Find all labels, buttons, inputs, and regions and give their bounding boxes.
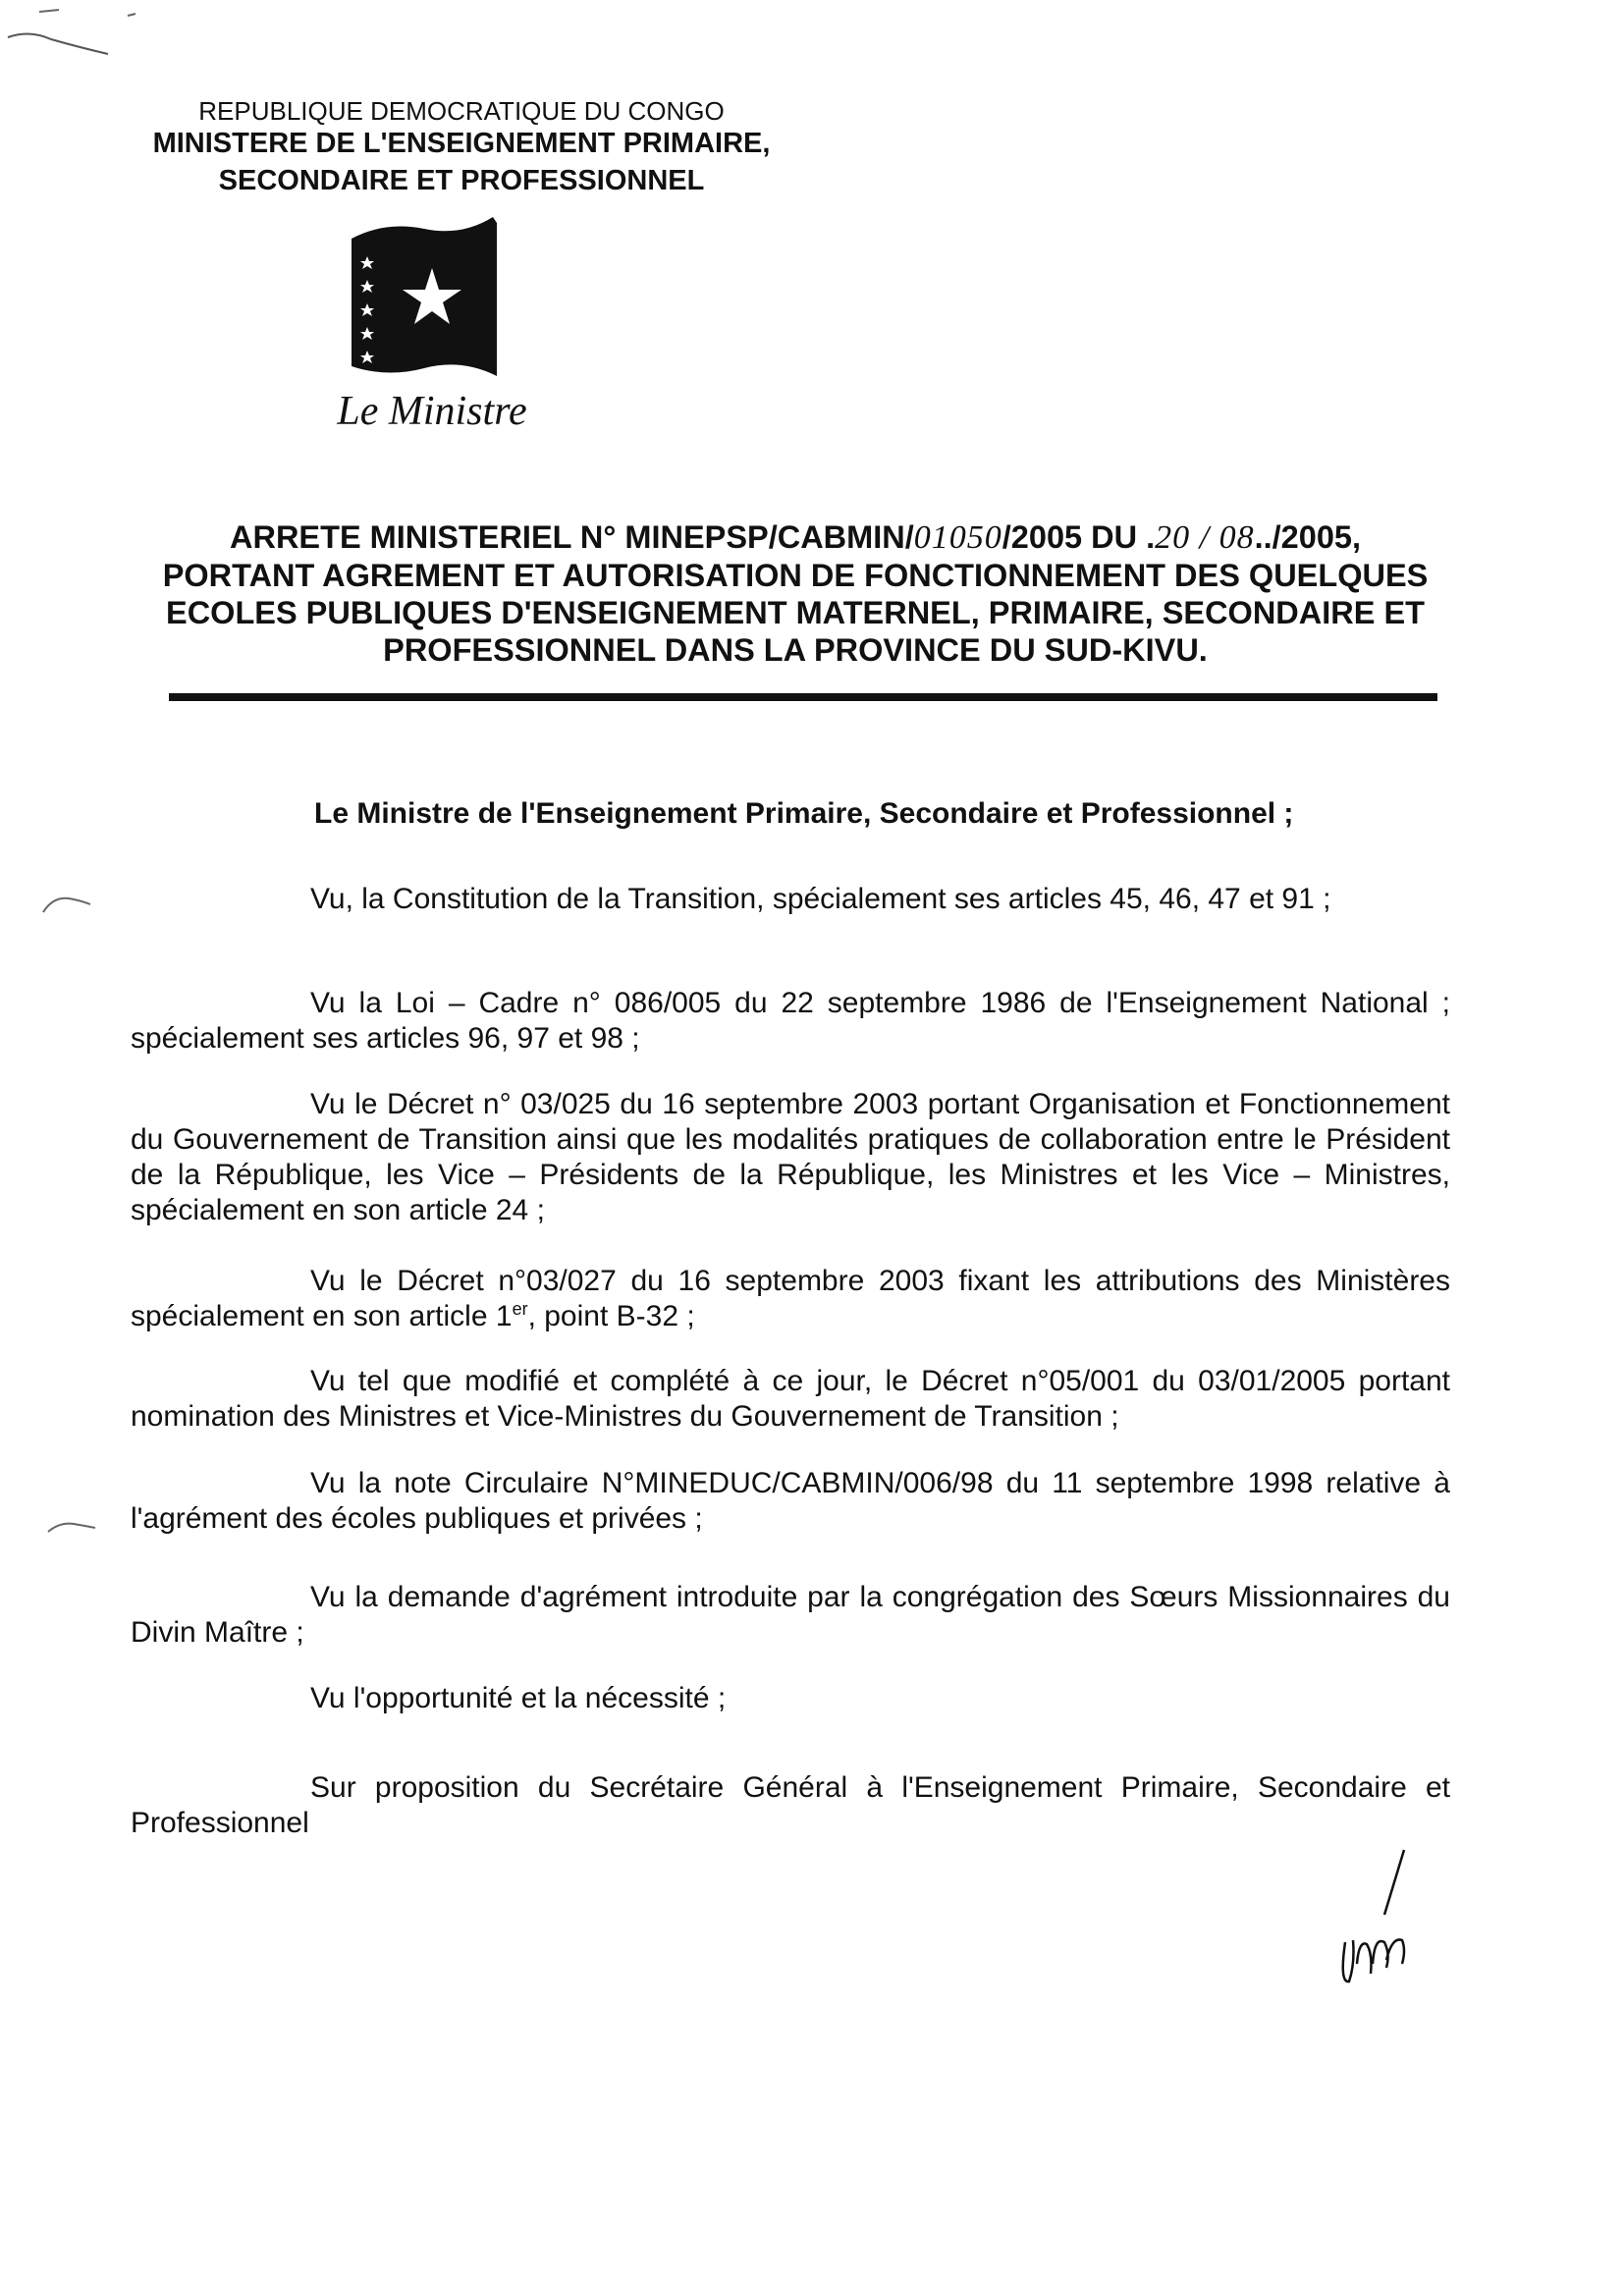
handwritten-initials-signature (1316, 1846, 1424, 1993)
decree-reference-line (157, 518, 1434, 557)
ministry-header-line2: SECONDAIRE ET PROFESSIONNEL (218, 165, 705, 196)
preamble-p4-text: Vu le Décret n°03/027 du 16 septembre 2003 fixant les attributions des Ministères spécialement en son article 1 (131, 1265, 1450, 1332)
preamble-paragraph-6: Vu la note Circulaire N°MINEDUC/CABMIN/006/98 du 11 septembre 1998 relative à l'agrément des écoles publiques et privées ; (131, 1467, 1450, 1535)
decree-subject: PORTANT AGREMENT ET AUTORISATION DE FONCTIONNEMENT DES QUELQUES ECOLES PUBLIQUES D'ENSEIGNEMENT MATERNEL, PRIMAIRE, SECONDAIRE ET PROFESSIONNEL DANS LA PROVINCE DU SUD-KIVU. (162, 558, 1429, 668)
decree-handwritten-date: 20 / 08 (1155, 519, 1255, 556)
decree-ref-prefix: ARRETE MINISTERIEL N° MINEPSP/CABMIN/ (230, 519, 914, 555)
preamble-paragraph-2: Vu la Loi – Cadre n° 086/005 du 22 septembre 1986 de l'Enseignement National ; spécialement ses articles 96, 97 et 98 ; (131, 987, 1450, 1055)
preamble-paragraph-4 (131, 1264, 1450, 1334)
preamble-paragraph-9: Sur proposition du Secrétaire Général à l'Enseignement Primaire, Secondaire et Professionnel (131, 1771, 1450, 1839)
preamble-paragraph-5: Vu tel que modifié et complété à ce jour, le Décret n°05/001 du 03/01/2005 portant nomination des Ministres et Vice-Ministres du Gouvernement de Transition ; (131, 1365, 1450, 1433)
minister-heading: Le Ministre de l'Enseignement Primaire, Secondaire et Professionnel ; (314, 797, 1294, 830)
preamble-paragraph-3: Vu le Décret n° 03/025 du 16 septembre 2003 portant Organisation et Fonctionnement du Gouvernement de Transition ainsi que les modalités pratiques de collaboration entre le Président de la République, les Vice – Présidents de la République, les Ministres et les Vice – Ministres, spécialement en son article 24 ; (131, 1088, 1450, 1226)
margin-mark-1 (39, 889, 98, 918)
title-underline (169, 693, 1437, 701)
decree-title (157, 518, 1434, 669)
le-ministre-label: Le Ministre (337, 389, 527, 434)
preamble-paragraph-1: Vu, la Constitution de la Transition, spécialement ses articles 45, 46, 47 et 91 ; (310, 883, 1331, 915)
scan-mark-top-left (0, 0, 137, 69)
preamble-paragraph-8: Vu l'opportunité et la nécessité ; (310, 1682, 727, 1714)
ministry-header-line1: MINISTERE DE L'ENSEIGNEMENT PRIMAIRE, (152, 128, 771, 159)
preamble-p4-sup: er (512, 1299, 528, 1319)
preamble-p4-tail: , point B-32 ; (527, 1300, 695, 1332)
margin-mark-2 (44, 1512, 103, 1542)
preamble-paragraph-7: Vu la demande d'agrément introduite par la congrégation des Sœurs Missionnaires du Divin Maître ; (131, 1581, 1450, 1649)
decree-date-year: ../2005, (1254, 519, 1361, 555)
country-header: REPUBLIQUE DEMOCRATIQUE DU CONGO (198, 96, 725, 126)
drc-flag-emblem-icon (346, 211, 503, 383)
decree-handwritten-number: 01050 (913, 519, 1002, 556)
decree-ref-year: /2005 DU . (1001, 519, 1156, 555)
